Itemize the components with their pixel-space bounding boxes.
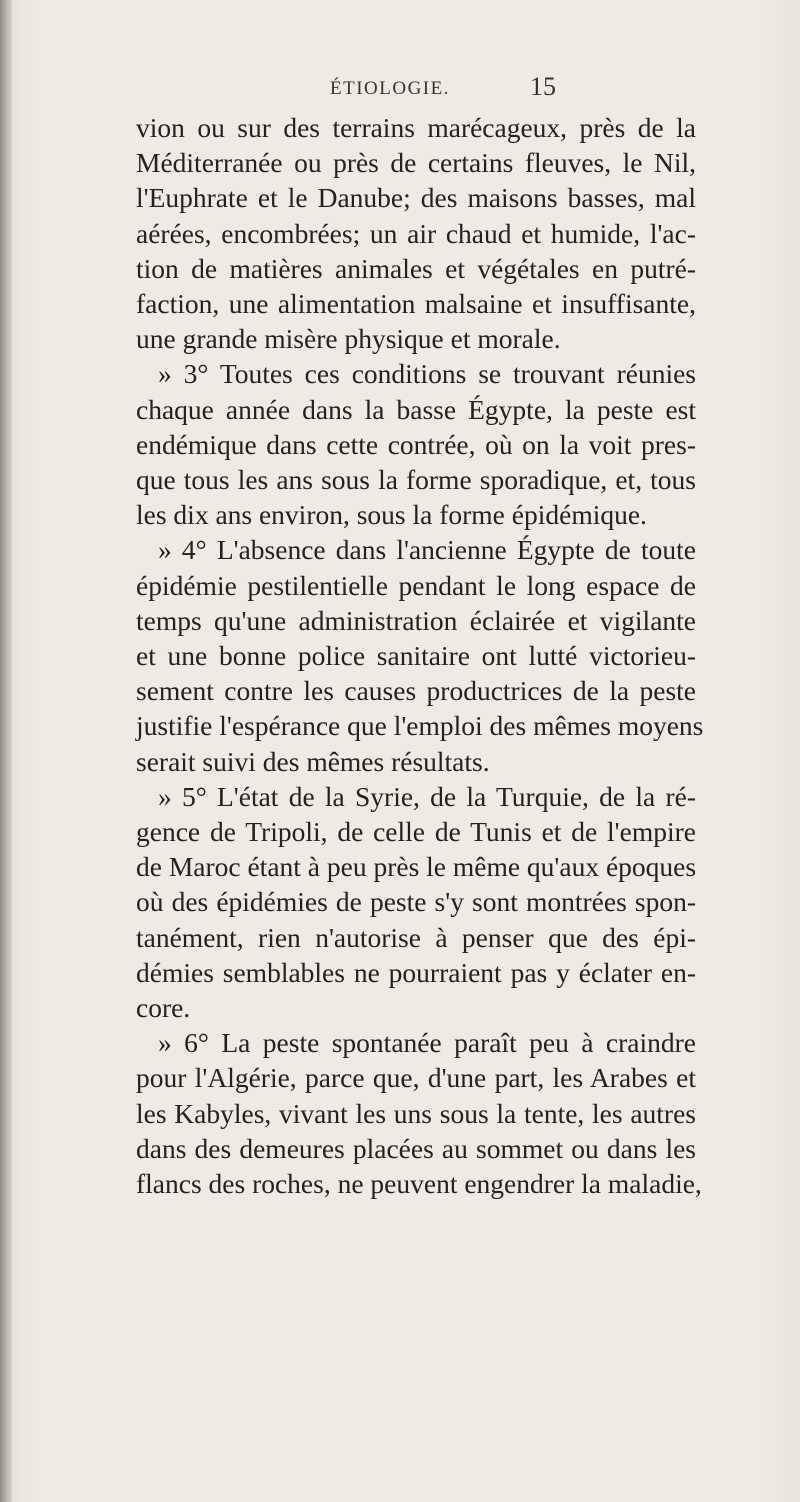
text-line: dans des demeures placées au sommet ou dans les <box>136 1132 696 1164</box>
text-line: tion de matières animales et végétales en putré- <box>136 252 696 284</box>
body-text <box>136 110 704 1201</box>
text-line: faction, une alimentation malsaine et insuffisante, <box>136 288 696 320</box>
text-line: que tous les ans sous la forme sporadique, et, tous <box>136 464 696 496</box>
text-line: serait suivi des mêmes résultats. <box>136 745 490 777</box>
page-gutter-shadow <box>0 0 12 1502</box>
text-line: temps qu'une administration éclairée et vigilante <box>136 604 696 636</box>
paragraph-2 <box>136 356 696 532</box>
text-line: tanément, rien n'autorise à penser que des épi- <box>136 921 696 953</box>
text-line: une grande misère physique et morale. <box>136 323 561 355</box>
text-line: épidémie pestilentielle pendant le long espace de <box>136 569 696 601</box>
running-head: ÉTIOLOGIE. <box>330 78 450 99</box>
page-number: 15 <box>530 72 556 101</box>
paragraph-1 <box>136 110 696 356</box>
text-line: chaque année dans la basse Égypte, la peste est <box>136 393 696 425</box>
text-line: Méditerranée ou près de certains fleuves, le Nil, <box>136 147 696 179</box>
text-line: core. <box>136 992 191 1024</box>
text-line: et une bonne police sanitaire ont lutté victorieu- <box>136 640 696 672</box>
text-line: pour l'Algérie, parce que, d'une part, les Arabes et <box>136 1062 696 1094</box>
text-line: » 5° L'état de la Syrie, de la Turquie, de la ré- <box>158 780 696 812</box>
text-line: démies semblables ne pourraient pas y éclater en- <box>136 956 696 988</box>
text-line: les dix ans environ, sous la forme épidémique. <box>136 499 647 531</box>
text-line: endémique dans cette contrée, où on la voit pres- <box>136 428 696 460</box>
text-line: les Kabyles, vivant les uns sous la tente, les autres <box>136 1097 696 1129</box>
text-line: de Maroc étant à peu près le même qu'aux époques <box>136 851 697 883</box>
paragraph-5 <box>136 1025 702 1201</box>
text-line: justifie l'espérance que l'emploi des mêmes moyens <box>136 710 704 742</box>
text-line: où des épidémies de peste s'y sont montrées spon- <box>136 886 696 918</box>
paragraph-4 <box>136 779 696 1025</box>
text-line: » 3° Toutes ces conditions se trouvant réunies <box>158 358 696 390</box>
text-line: » 4° L'absence dans l'ancienne Égypte de toute <box>158 534 696 566</box>
paragraph-3 <box>136 532 704 778</box>
text-line: flancs des roches, ne peuvent engendrer la maladie, <box>136 1168 702 1200</box>
text-line: sement contre les causes productrices de la peste <box>136 675 696 707</box>
text-line: aérées, encombrées; un air chaud et humide, l'ac- <box>136 217 696 249</box>
text-line: vion ou sur des terrains marécageux, près de la <box>136 112 696 143</box>
text-line: l'Euphrate et le Danube; des maisons basses, mal <box>136 182 696 214</box>
text-line: gence de Tripoli, de celle de Tunis et de l'empire <box>136 816 696 848</box>
text-line: » 6° La peste spontanée paraît peu à craindre <box>158 1027 696 1059</box>
